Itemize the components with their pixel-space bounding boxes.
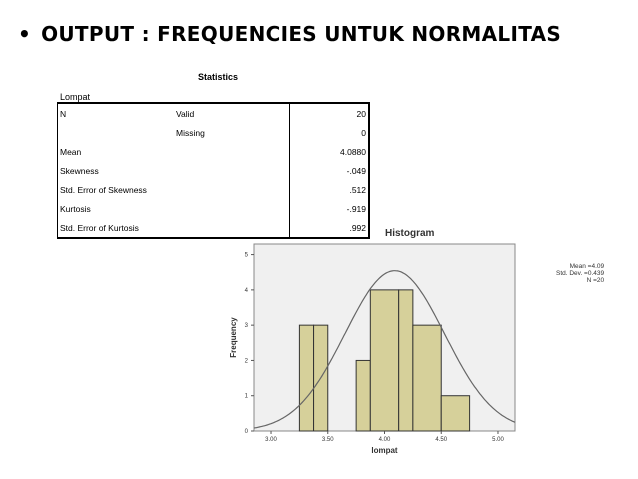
row-value: -.919 — [290, 199, 370, 218]
legend-std: Std. Dev. =0.439 — [556, 270, 605, 277]
row-value: .512 — [290, 180, 370, 199]
row-value: 4.0880 — [290, 142, 370, 161]
row-label: Kurtosis — [58, 199, 175, 218]
histogram-bar — [441, 396, 469, 431]
legend-n: N =20 — [586, 277, 605, 284]
y-tick-label: 2 — [244, 358, 248, 365]
x-axis-label: lompat — [371, 446, 398, 455]
x-tick-label: 5.00 — [492, 437, 504, 443]
y-tick-label: 0 — [244, 429, 248, 435]
histogram-bar — [399, 290, 413, 431]
chart-title: Histogram — [385, 228, 435, 239]
x-tick-label: 3.00 — [265, 437, 277, 443]
y-axis-label: Frequency — [229, 317, 238, 358]
row-value: 0 — [290, 123, 370, 142]
variable-name: Lompat — [60, 92, 91, 102]
row-label: Skewness — [58, 161, 175, 180]
x-tick-label: 4.50 — [435, 437, 448, 443]
row-label: Std. Error of Kurtosis — [58, 218, 175, 238]
bullet: • — [18, 22, 32, 46]
histogram-bar — [356, 360, 370, 431]
histogram-bar — [299, 325, 313, 431]
y-tick-label: 5 — [244, 252, 248, 259]
row-value: .992 — [290, 218, 370, 238]
y-tick-label: 1 — [244, 393, 248, 400]
x-tick-label: 4.00 — [378, 437, 391, 443]
row-sublabel: Missing — [176, 127, 205, 138]
row-label: Std. Error of Skewness — [58, 180, 175, 199]
slide-title-text: OUTPUT : FREQUENCIES UNTUK NORMALITAS — [41, 22, 562, 46]
x-tick-label: 3.50 — [321, 437, 334, 443]
row-sublabel: Valid — [174, 103, 290, 123]
y-tick-label: 4 — [244, 287, 248, 294]
row-label: Mean — [58, 142, 175, 161]
legend-mean: Mean =4.09 — [569, 263, 605, 270]
histogram-bar — [370, 290, 398, 431]
row-value: 20 — [290, 103, 370, 123]
row-label: N — [58, 103, 175, 123]
row-value: -.049 — [290, 161, 370, 180]
statistics-title: Statistics — [198, 72, 239, 82]
histogram-bar — [413, 325, 441, 431]
y-tick-label: 3 — [244, 323, 248, 330]
